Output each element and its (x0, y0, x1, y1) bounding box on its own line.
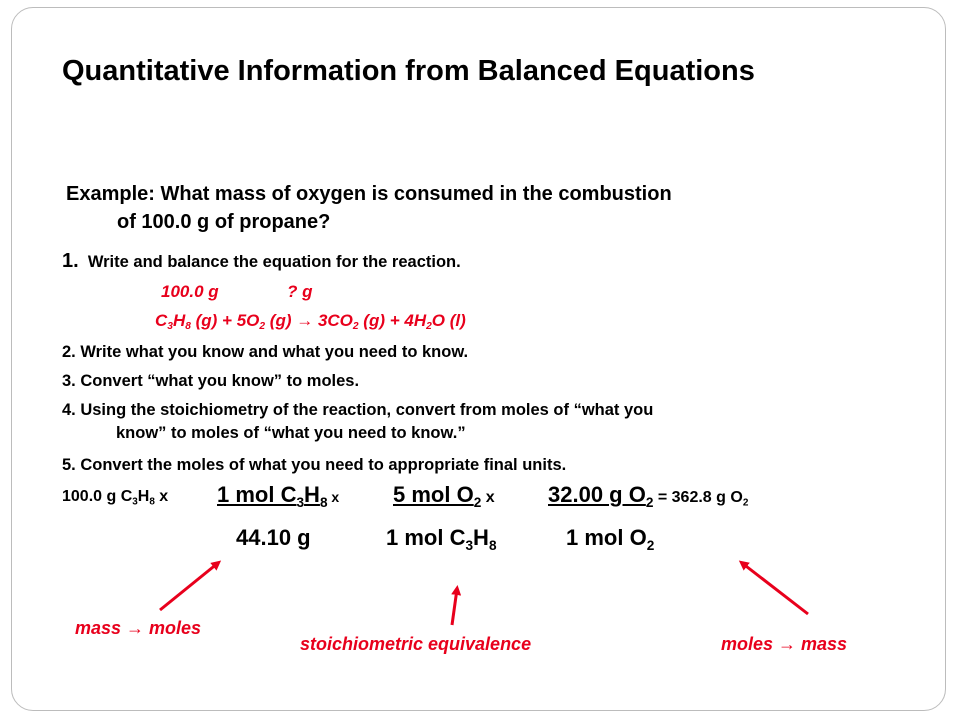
annotation-mass-to-moles: mass → moles (75, 618, 202, 638)
right-arrow-icon: → (778, 634, 797, 654)
slide-title: Quantitative Information from Balanced Equations (62, 55, 755, 87)
arrow-moles-to-mass-icon (742, 563, 808, 614)
step-5: 5. Convert the moles of what you need to appropriate final units. (62, 456, 567, 474)
reaction-arrow-icon: → (296, 311, 314, 330)
balanced-equation: C3H8 (g) + 5O2 (g) → 3CO2 (g) + 4H2O (l) (155, 311, 466, 333)
example-question-line1: Example: What mass of oxygen is consumed in the combustion (66, 183, 672, 205)
step-2: 2. Write what you know and what you need to know. (62, 343, 469, 361)
step-1-number: 1. (62, 250, 79, 272)
calc-start: 100.0 g $C_3H_8$ x (62, 488, 169, 508)
calc-numerator-1: 1 mol $C_3H_8$ x (217, 482, 340, 510)
arrow-stoich-icon (452, 589, 457, 625)
calc-numerator-2: 5 mol $O_2$ x (393, 482, 495, 510)
right-arrow-icon: → (126, 618, 145, 638)
step-4-line2: know” to moles of “what you need to know.” (116, 424, 466, 442)
calc-denominator-3: 1 mol $O_2$ (566, 525, 655, 553)
unknown-mass-label: ? g (287, 282, 313, 301)
annotation-stoichiometric-equivalence: stoichiometric equivalence (300, 634, 532, 654)
step-4-line1: 4. Using the stoichiometry of the reaction, convert from moles of “what you (62, 401, 654, 419)
example-question-line2: of 100.0 g of propane? (117, 211, 331, 233)
annotation-moles-to-mass: moles → mass (721, 634, 848, 654)
calc-denominator-2: 1 mol $C_3H_8$ (386, 525, 497, 553)
arrow-mass-to-moles-icon (160, 563, 218, 610)
calc-denominator-1: 44.10 g (236, 525, 311, 550)
step-1-text: Write and balance the equation for the reaction. (87, 253, 461, 271)
step-3: 3. Convert “what you know” to moles. (62, 372, 360, 390)
given-mass-label: 100.0 g (161, 282, 219, 301)
calc-numerator-3: 32.00 g $O_2 = 362.8$ g $O_2$ (548, 482, 749, 510)
